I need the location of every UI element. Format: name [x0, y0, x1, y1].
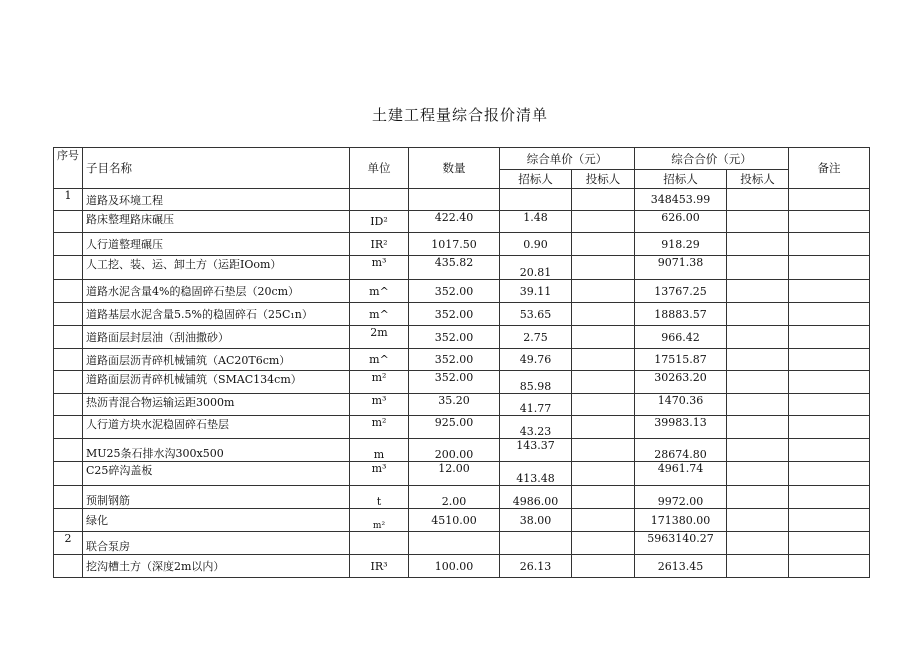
table-row: 人工挖、装、运、卸土方（运距IOom） m³ 435.82 20.81 9071.38	[54, 256, 870, 280]
document-title: 土建工程量综合报价清单	[371, 106, 548, 124]
header-remark: 备注	[789, 148, 870, 189]
table-row: 道路面层沥青碎机械铺筑（AC20T6cm） m^ 352.00 49.76 17515.87	[54, 349, 870, 371]
table-row: C25碎沟盖板 m³ 12.00 413.48 4961.74	[54, 462, 870, 486]
table-row: 路床整理路床碾压 ID² 422.40 1.48 626.00	[54, 211, 870, 233]
header-unit-price-bidder: 招标人	[500, 170, 572, 189]
table-row: 预制钢筋 t 2.00 4986.00 9972.00	[54, 486, 870, 509]
header-unit: 单位	[350, 148, 409, 189]
table-row: 道路水泥含量4%的稳固碎石垫层（20cm） m^ 352.00 39.11 13767.25	[54, 280, 870, 303]
table-row: MU25条石排水沟300x500 m 200.00 143.37 28674.80	[54, 439, 870, 462]
table-row: 道路面层封层油（刮油撒砂） 2m 352.00 2.75 966.42	[54, 326, 870, 349]
table-row: 人行道方块水泥稳固碎石垫层 m² 925.00 43.23 39983.13	[54, 416, 870, 439]
table-row: 道路面层沥青碎机械铺筑（SMAC134cm） m² 352.00 85.98 30263.20	[54, 371, 870, 394]
table-row: 2 联合泵房 5963140.27	[54, 532, 870, 555]
table-row: 热沥青混合物运输运距3000m m³ 35.20 41.77 1470.36	[54, 394, 870, 416]
header-total-price-tenderer: 投标人	[727, 170, 789, 189]
table-row: 道路基层水泥含量5.5%的稳固碎石（25C₁n） m^ 352.00 53.65 18883.57	[54, 303, 870, 326]
table-row: 1 道路及环境工程 348453.99	[54, 189, 870, 211]
header-name: 子目名称	[83, 148, 350, 189]
table-row: 绿化 m² 4510.00 38.00 171380.00	[54, 509, 870, 532]
table-row: 人行道整理碾压 IR² 1017.50 0.90 918.29	[54, 233, 870, 256]
header-total-price: 综合合价（元）	[635, 148, 789, 170]
header-seq: 序号	[54, 148, 83, 189]
header-qty: 数量	[409, 148, 500, 189]
table-row: 挖沟槽土方（深度2m以内） IR³ 100.00 26.13 2613.45	[54, 555, 870, 578]
header-unit-price: 综合单价（元）	[500, 148, 635, 170]
quote-table	[53, 147, 870, 578]
header-total-price-bidder: 招标人	[635, 170, 727, 189]
header-unit-price-tenderer: 投标人	[572, 170, 635, 189]
